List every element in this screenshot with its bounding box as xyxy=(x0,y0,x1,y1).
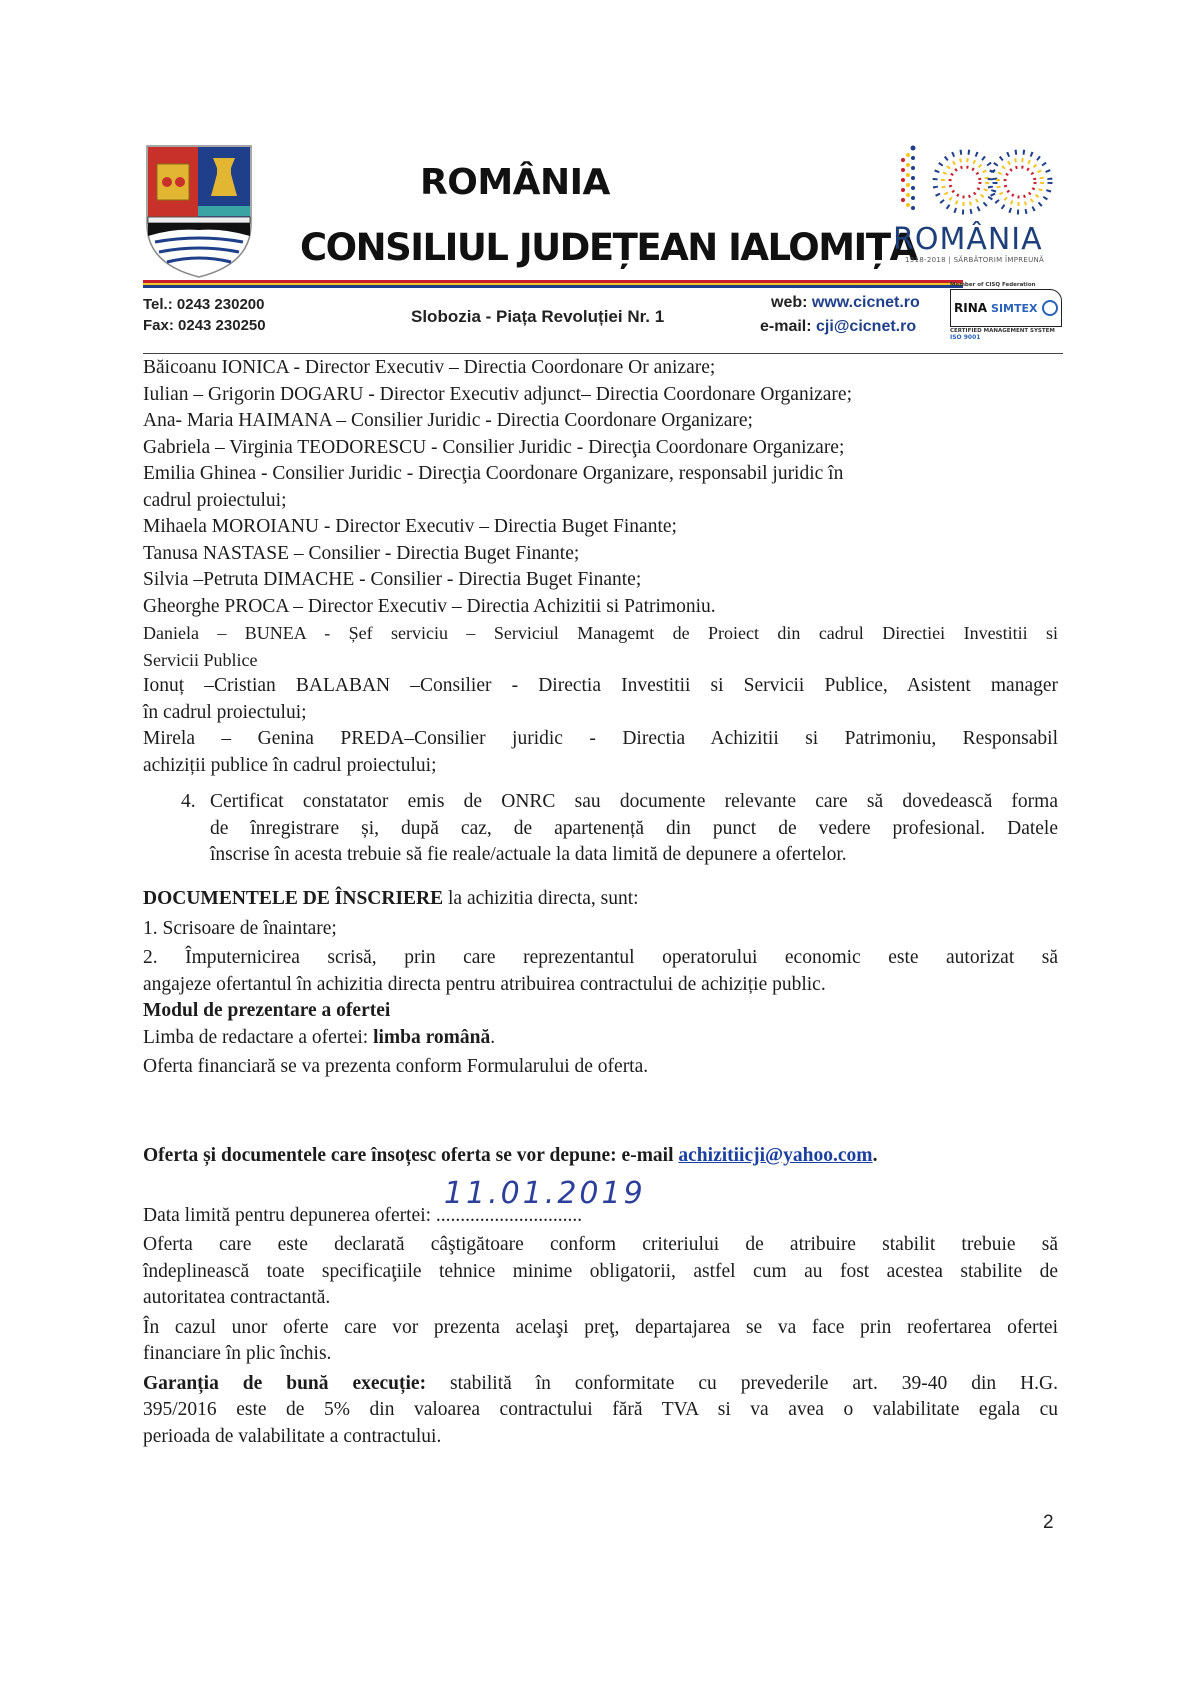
header-institution: CONSILIUL JUDEȚEAN IALOMIȚA xyxy=(300,226,917,269)
member-line: Mirela – Genina PREDA–Consilier juridic - Directia Achizitii si Patrimoniu, Responsabil xyxy=(143,728,1058,749)
documents-item-1: 1. Scrisoare de înaintare; xyxy=(143,917,337,939)
deadline-dots: .............................. xyxy=(435,1205,583,1226)
simtex-logo: SIMTEX xyxy=(991,301,1038,315)
member-line: Tanusa NASTASE – Consilier - Directia Buget Finante; xyxy=(143,542,580,564)
documents-heading xyxy=(143,886,1058,913)
web-label: web: xyxy=(771,294,808,311)
tie-line: financiare în plic închis. xyxy=(143,1343,332,1364)
address: Slobozia - Piața Revoluției Nr. 1 xyxy=(411,307,665,326)
centenar-dots-icon xyxy=(880,140,1060,230)
email-line xyxy=(760,318,916,336)
guarantee-line: perioada de valabilitate a contractului. xyxy=(143,1425,442,1447)
member-line: Iulian – Grigorin DOGARU - Director Executiv adjunct– Directia Coordonare Organizare; xyxy=(143,383,852,405)
offer-language-label: Limba de redactare a ofertei: xyxy=(143,1026,374,1048)
documents-section xyxy=(143,886,1058,1081)
offer-submission xyxy=(143,1143,1058,1170)
item-4-line: de înregistrare și, după caz, de apartenență din punct de vedere profesional. Datele xyxy=(210,817,1058,839)
documents-item-2-line-2: angajeze ofertantul în achizitia directa pentru atribuirea contractului de achiziție public. xyxy=(143,973,826,995)
cert-box xyxy=(950,289,1062,327)
iso-certification-badge xyxy=(950,282,1062,352)
team-members-list xyxy=(143,355,1058,779)
website-line xyxy=(771,294,920,312)
tie-line: În cazul unor oferte care vor prezenta acelaşi preţ, departajarea se va face prin reofertarea ofertei xyxy=(143,1316,1058,1338)
tricolor-divider xyxy=(143,280,963,288)
centenar-word: ROMÂNIA xyxy=(893,222,1043,257)
item-4-line: înscrise în acesta trebuie să fie reale/actuale la data limită de depunere a ofertelor. xyxy=(210,844,847,865)
header-country: ROMÂNIA xyxy=(420,162,610,203)
offer-conditions xyxy=(143,1232,1058,1450)
documents-item-2-line-1: 2. Împuternicirea scrisă, prin care reprezentantul operatorului economic este autorizat să xyxy=(143,947,1058,968)
rina-logo: RINA xyxy=(954,301,988,315)
member-line: Silvia –Petruta DIMACHE - Consilier - Directia Buget Finante; xyxy=(143,569,642,590)
cert-iso-text: ISO 9001 xyxy=(950,334,981,341)
offer-submission-text: Oferta și documentele care însoțesc oferta se vor depune: e-mail xyxy=(143,1145,679,1166)
guarantee-line xyxy=(143,1371,1058,1398)
guarantee-text: stabilită în conformitate cu prevederile art. 39-40 din H.G. xyxy=(426,1372,1058,1394)
website-link[interactable]: www.cicnet.ro xyxy=(811,294,920,311)
documents-heading-bold: DOCUMENTELE DE ÎNSCRIERE xyxy=(143,888,444,909)
deadline-label: Data limită pentru depunerea ofertei: xyxy=(143,1205,436,1226)
offer-language xyxy=(143,1025,1058,1052)
member-line: Ionuț –Cristian BALABAN –Consilier - Directia Investitii si Servicii Publice, Asistent manager xyxy=(143,675,1058,696)
winner-line: Oferta care este declarată câştigătoare conform criteriului de atribuire stabilit trebuie să xyxy=(143,1234,1058,1255)
item-4-line: Certificat constatator emis de ONRC sau documente relevante care să dovedească forma xyxy=(210,791,1058,812)
winner-line: îndeplinească toate specificaţiile tehnice minime obligatorii, astfel cum au fost acestea stabilite de xyxy=(143,1260,1058,1282)
email-label: e-mail: xyxy=(760,318,812,335)
winner-line: autoritatea contractantă. xyxy=(143,1287,331,1308)
page-number: 2 xyxy=(1043,1512,1054,1533)
member-line: cadrul proiectului; xyxy=(143,489,287,511)
offer-financial: Oferta financiară se va prezenta conform Formularului de oferta. xyxy=(143,1056,649,1077)
guarantee-heading: Garanția de bună execuție: xyxy=(143,1372,427,1394)
offer-deadline xyxy=(143,1176,1058,1230)
member-line: Mihaela MOROIANU - Director Executiv – Directia Buget Finante; xyxy=(143,516,677,537)
item-4-block xyxy=(183,789,1058,869)
deadline-handwritten-date: 11.01.2019 xyxy=(443,1176,646,1211)
phone-number: Tel.: 0243 230200 xyxy=(143,296,265,313)
member-line: Servicii Publice xyxy=(143,649,258,670)
offer-submission-end: . xyxy=(872,1145,878,1166)
ialomita-coat-of-arms xyxy=(143,144,255,279)
documents-heading-rest: la achizitia directa, sunt: xyxy=(443,888,639,909)
simtex-globe-icon xyxy=(1042,300,1058,316)
guarantee-line: 395/2016 este de 5% din valoarea contractului fără TVA si va avea o valabilitate egala cu xyxy=(143,1399,1058,1420)
cert-system-text: CERTIFIED MANAGEMENT SYSTEM xyxy=(950,328,1055,334)
member-line: achiziții publice în cadrul proiectului; xyxy=(143,754,437,776)
offer-language-end: . xyxy=(490,1026,496,1048)
member-line: Gabriela – Virginia TEODORESCU - Consilier Juridic - Direcţia Coordonare Organizare; xyxy=(143,436,845,458)
centenar-subtitle: 1918-2018 | SĂRBĂTORIM ÎMPREUNĂ xyxy=(905,256,1045,264)
member-line: Emilia Ghinea - Consilier Juridic - Direcţia Coordonare Organizare, responsabil juridic în xyxy=(143,463,844,484)
coat-of-arms-icon xyxy=(143,144,255,279)
member-line: Băicoanu IONICA - Director Executiv – Directia Coordonare Or anizare; xyxy=(143,357,716,378)
member-line: Ana- Maria HAIMANA – Consilier Juridic - Directia Coordonare Organizare; xyxy=(143,410,753,431)
cert-member-text: Member of CISQ Federation xyxy=(950,282,1036,288)
fax-number: Fax: 0243 230250 xyxy=(143,317,266,334)
email-link[interactable]: cji@cicnet.ro xyxy=(816,318,917,335)
offer-presentation-heading: Modul de prezentare a ofertei xyxy=(143,1000,391,1021)
member-line: Gheorghe PROCA – Director Executiv – Directia Achizitii si Patrimoniu. xyxy=(143,595,716,617)
header-divider xyxy=(143,353,1063,354)
member-line: Daniela – BUNEA - Șef serviciu – Serviciul Managemt de Proiect din cadrul Directiei Investitii si xyxy=(143,623,1058,643)
offer-language-value: limba română xyxy=(373,1026,491,1048)
submission-email-link[interactable]: achizitiicji@yahoo.com xyxy=(678,1145,873,1166)
member-line: în cadrul proiectului; xyxy=(143,701,307,723)
item-4-number: 4. xyxy=(181,791,196,812)
